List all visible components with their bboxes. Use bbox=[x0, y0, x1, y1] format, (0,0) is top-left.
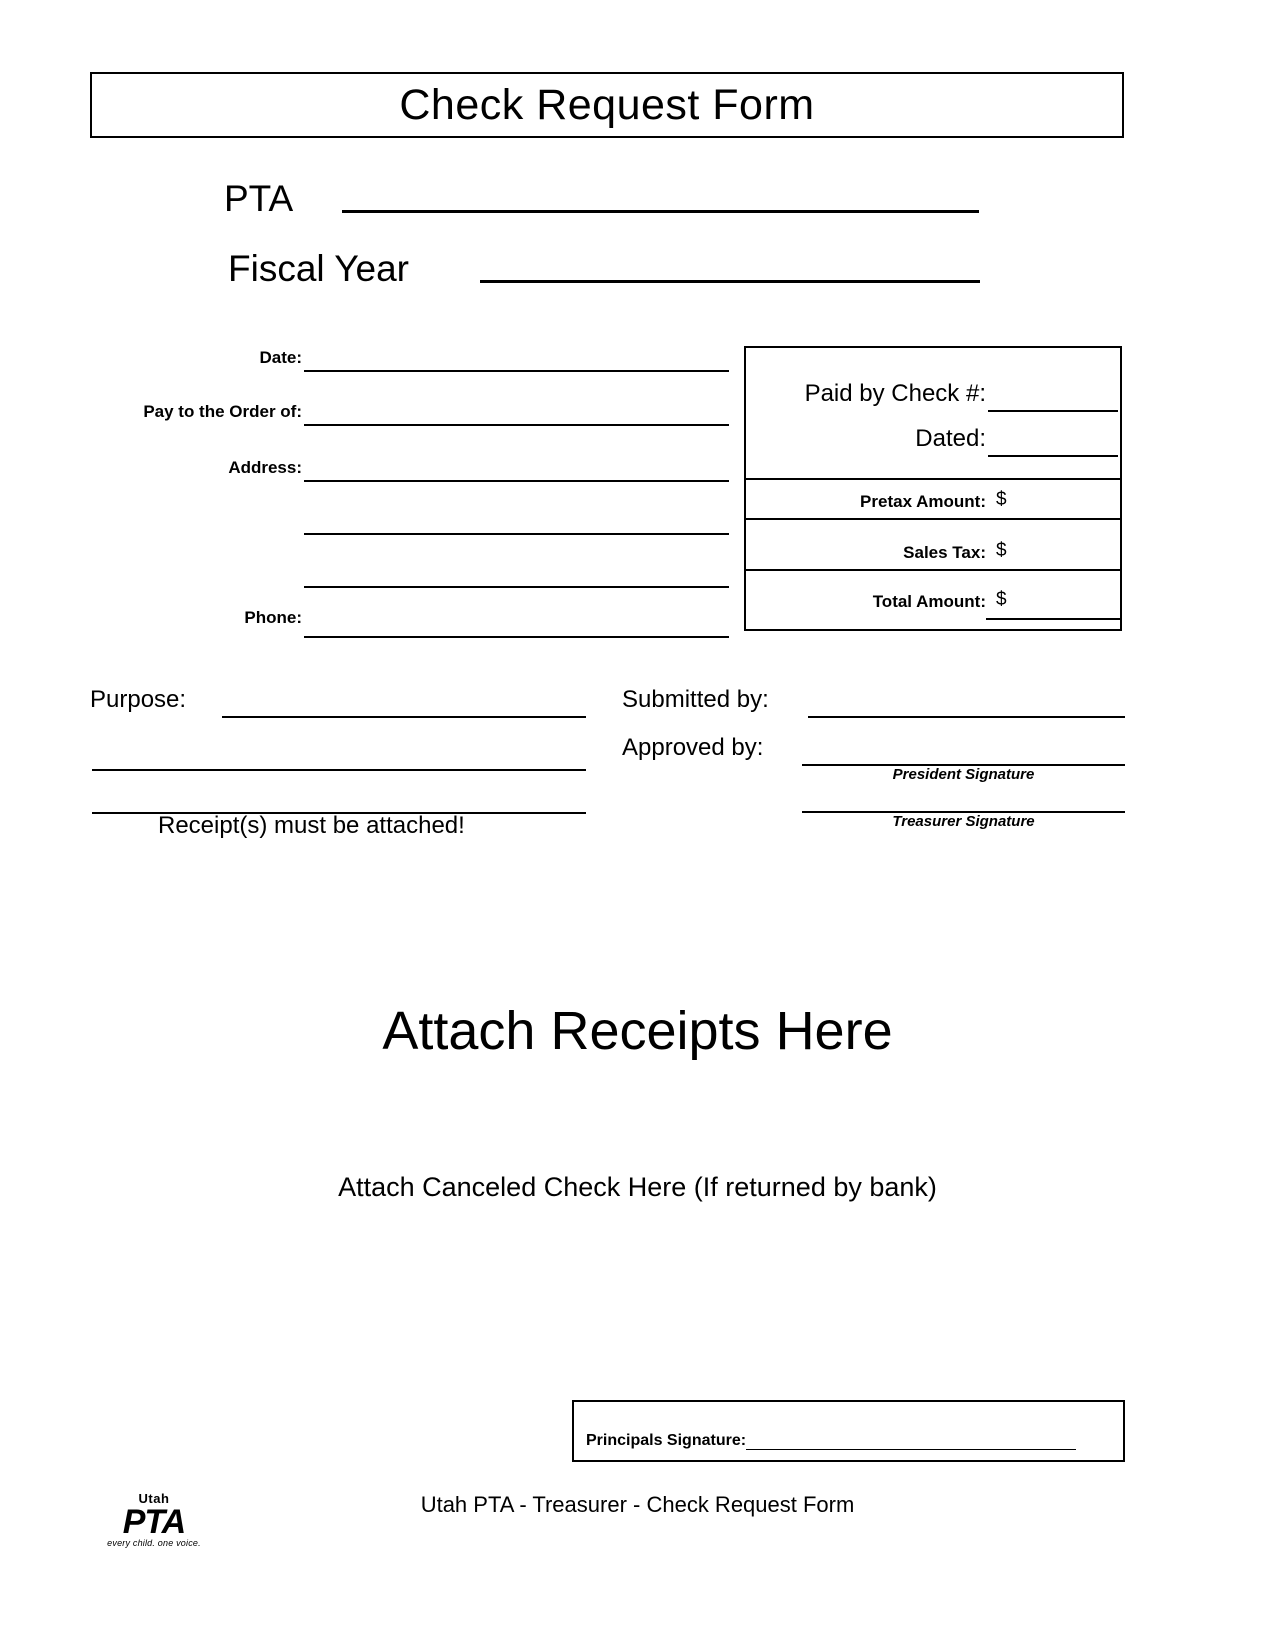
total-amount-input-line[interactable] bbox=[986, 618, 1120, 620]
pta-input-line[interactable] bbox=[342, 210, 979, 213]
submitted-by-label: Submitted by: bbox=[622, 686, 769, 713]
pretax-currency-symbol: $ bbox=[996, 489, 1007, 510]
payment-box-divider-3 bbox=[744, 569, 1122, 571]
check-number-input-line[interactable] bbox=[988, 410, 1118, 412]
logo-utah-text: Utah bbox=[138, 1491, 170, 1506]
payee-input-line[interactable] bbox=[304, 424, 729, 426]
phone-input-line[interactable] bbox=[304, 636, 729, 638]
attach-receipts-heading: Attach Receipts Here bbox=[382, 1001, 893, 1061]
dated-label: Dated: bbox=[915, 425, 986, 452]
pta-label: PTA bbox=[224, 178, 294, 219]
principal-signature-input-line[interactable] bbox=[746, 1449, 1076, 1450]
page-title: Check Request Form bbox=[399, 80, 815, 129]
principal-signature-label: Principals Signature: bbox=[586, 1432, 747, 1449]
attach-canceled-check-text: Attach Canceled Check Here (If returned by bank) bbox=[338, 1172, 937, 1202]
payee-label: Pay to the Order of: bbox=[143, 402, 302, 421]
logo-pta-text: PTA bbox=[122, 1503, 186, 1541]
treasurer-signature-caption: Treasurer Signature bbox=[892, 813, 1035, 830]
fiscal-year-label: Fiscal Year bbox=[228, 248, 409, 289]
purpose-input-line-1[interactable] bbox=[222, 716, 586, 718]
total-amount-label: Total Amount: bbox=[872, 592, 986, 611]
check-number-label: Paid by Check #: bbox=[804, 380, 986, 407]
purpose-input-line-2[interactable] bbox=[92, 769, 586, 771]
sales-tax-currency-symbol: $ bbox=[996, 540, 1007, 561]
submitted-by-input-line[interactable] bbox=[808, 716, 1125, 718]
address-input-line-2[interactable] bbox=[304, 533, 729, 535]
pretax-amount-label: Pretax Amount: bbox=[860, 492, 986, 511]
receipts-required-note: Receipt(s) must be attached! bbox=[158, 812, 465, 839]
address-label: Address: bbox=[228, 458, 302, 477]
address-input-line-1[interactable] bbox=[304, 480, 729, 482]
utah-pta-logo bbox=[98, 1492, 210, 1548]
address-input-line-3[interactable] bbox=[304, 586, 729, 588]
sales-tax-label: Sales Tax: bbox=[903, 543, 986, 562]
form-title-box bbox=[90, 72, 1124, 138]
principal-signature-box bbox=[572, 1400, 1125, 1462]
date-label: Date: bbox=[259, 348, 302, 367]
date-input-line[interactable] bbox=[304, 370, 729, 372]
dated-input-line[interactable] bbox=[988, 455, 1118, 457]
payment-box-divider-1 bbox=[744, 478, 1122, 480]
president-signature-caption: President Signature bbox=[892, 766, 1035, 783]
logo-tagline-text: every child. one voice. bbox=[107, 1538, 201, 1548]
fiscal-year-input-line[interactable] bbox=[480, 280, 980, 283]
purpose-label: Purpose: bbox=[90, 686, 187, 713]
phone-label: Phone: bbox=[244, 608, 302, 627]
approved-by-label: Approved by: bbox=[622, 734, 764, 761]
payment-box-divider-2 bbox=[744, 518, 1122, 520]
total-amount-currency-symbol: $ bbox=[996, 589, 1007, 610]
footer-text: Utah PTA - Treasurer - Check Request Form bbox=[420, 1492, 855, 1517]
